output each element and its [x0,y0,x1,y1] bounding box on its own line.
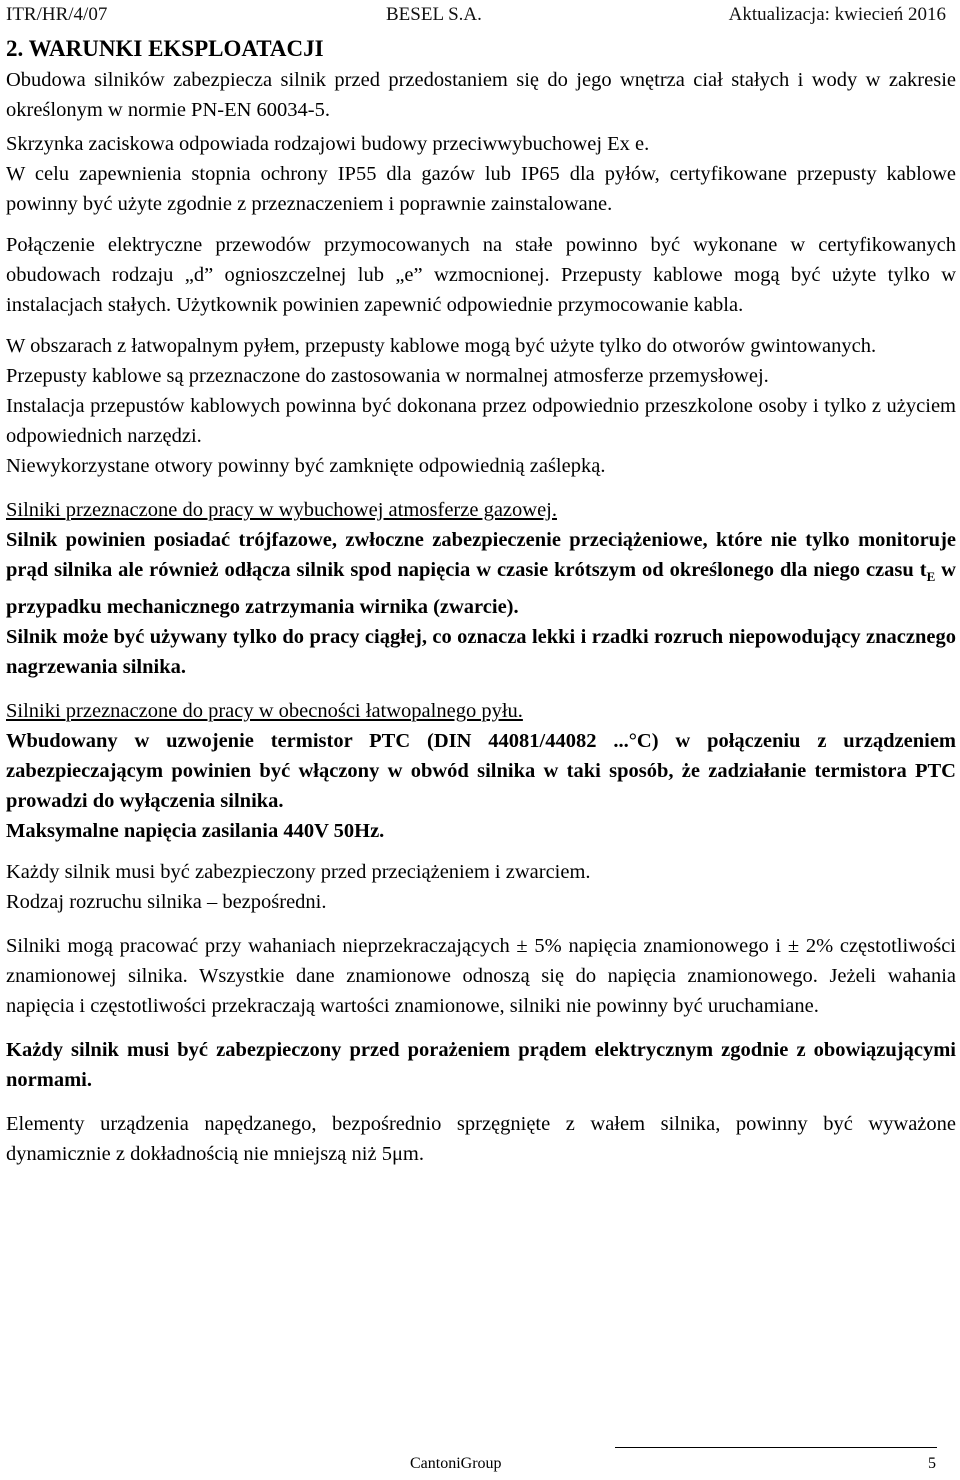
gas-protection-text-end: w przypadku mechanicznego zatrzymania wirnika (zwarcie). [6,559,956,618]
document-code: ITR/HR/4/07 [6,4,108,25]
paragraph-unused-openings: Niewykorzystane otwory powinny być zamknięte odpowiednią zaślepką. [6,455,606,477]
paragraph-balancing: Elementy urządzenia napędzanego, bezpośrednio sprzęgnięte z wałem silnika, powinny być wyważone dynamicznie z dokładnością nie mniejszą niż 5μm. [6,1113,956,1165]
gas-protection-text: Silnik powinien posiadać trójfazowe, zwłoczne zabezpieczenie przeciążeniowe, które nie tylko monitoruje prąd silnika ale również odłącza silnik spod napięcia w czasie krótszym od określonego dla niego czasu t [6,529,956,581]
page-number: 5 [928,1455,936,1472]
dust-paragraph-thermistor: Wbudowany w uzwojenie termistor PTC (DIN 44081/44082 ...°C) w połączeniu z urządzeniem zabezpieczającym powinien być włączony w obwód silnika w taki sposób, że zadziałanie termistora PTC prowadzi do wyłączenia silnika. [6,730,956,812]
gas-section-heading: Silniki przeznaczone do pracy w wybuchowej atmosferze gazowej. [6,499,557,521]
paragraph-enclosure: Obudowa silników zabezpiecza silnik przed przedostaniem się do jego wnętrza ciał stałych i wody w zakresie określonym w normie PN-EN 60034-5. [6,69,956,121]
dust-paragraph-voltage: Maksymalne napięcia zasilania 440V 50Hz. [6,820,385,842]
paragraph-terminal-box: Skrzynka zaciskowa odpowiada rodzajowi budowy przeciwwybuchowej Ex e. [6,133,650,155]
document-body [6,33,956,1169]
paragraph-shock-protection: Każdy silnik musi być zabezpieczony przed porażeniem prądem elektrycznym zgodnie z obowiązującymi normami. [6,1039,956,1091]
paragraph-voltage-tolerance: Silniki mogą pracować przy wahaniach nieprzekraczających ± 5% napięcia znamionowego i ± 2% częstotliwości znamionowej silnika. Wszystkie dane znamionowe odnoszą się do napięcia znamionowego. Jeżeli wahania napięcia i częstotliwości przekraczają wartości znamionowe, silniki nie powinny być uruchamiane. [6,935,956,1017]
paragraph-atmosphere: Przepusty kablowe są przeznaczone do zastosowania w normalnej atmosferze przemysłowej. [6,365,769,387]
footer-company: CantoniGroup [410,1455,502,1472]
paragraph-electrical-connection: Połączenie elektryczne przewodów przymocowanych na stałe powinno być wykonane w certyfikowanych obudowach rodzaju „d” ognioszczelnej lub „e” wzmocnionej. Przepusty kablowe mogą być użyte tylko w instalacjach stałych. Użytkownik powinien zapewnić odpowiednie przymocowanie kabla. [6,234,956,316]
gas-paragraph-duty: Silnik może być używany tylko do pracy ciągłej, co oznacza lekki i rzadki rozruch niepowodujący znacznego nagrzewania silnika. [6,626,956,678]
update-date: Aktualizacja: kwiecień 2016 [728,4,946,25]
section-title: 2. WARUNKI EKSPLOATACJI [6,36,324,61]
paragraph-start-type: Rodzaj rozruchu silnika – bezpośredni. [6,891,327,913]
dust-section-heading: Silniki przeznaczone do pracy w obecności łatwopalnego pyłu. [6,700,523,722]
footer-divider [615,1447,937,1448]
time-subscript: E [926,569,936,584]
paragraph-installation: Instalacja przepustów kablowych powinna być dokonana przez odpowiednio przeszkolone osoby i tylko z użyciem odpowiednich narzędzi. [6,395,956,447]
gas-paragraph-protection [6,525,956,622]
paragraph-ip-protection: W celu zapewnienia stopnia ochrony IP55 dla gazów lub IP65 dla pyłów, certyfikowane przepusty kablowe powinny być użyte zgodnie z przeznaczeniem i poprawnie zainstalowane. [6,163,956,215]
company-name: BESEL S.A. [386,4,482,25]
paragraph-dust-areas: W obszarach z łatwopalnym pyłem, przepusty kablowe mogą być użyte tylko do otworów gwintowanych. [6,335,877,357]
paragraph-overload: Każdy silnik musi być zabezpieczony przed przeciążeniem i zwarciem. [6,861,591,883]
page-header [6,2,946,28]
